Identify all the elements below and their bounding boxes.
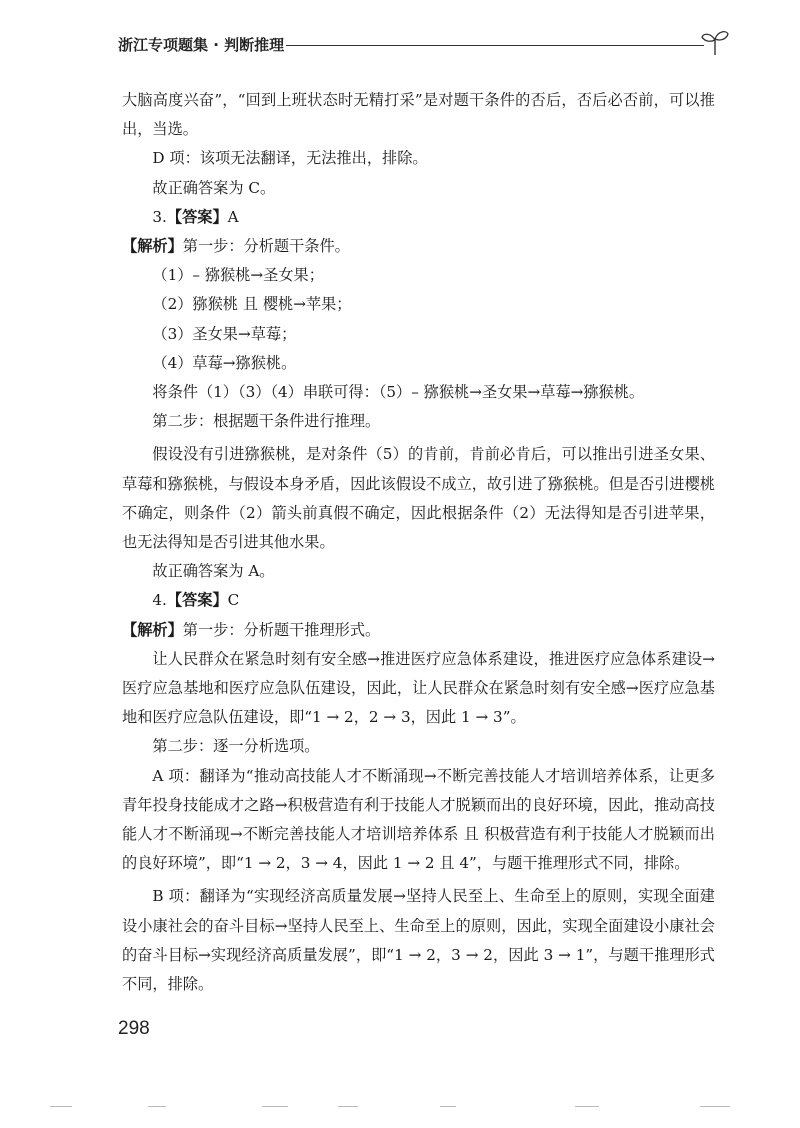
q3-chain: 将条件（1）（3）（4）串联可得：（5）– 猕猴桃→圣女果→草莓→猕猴桃。 — [152, 383, 645, 402]
header-title: 浙江专项题集 · 判断推理 — [118, 36, 285, 54]
option-d-text: D 项：该项无法翻译，无法推出，排除。 — [152, 149, 428, 168]
header-divider — [286, 45, 704, 46]
running-header — [118, 28, 730, 58]
q3-condition-3: （3）圣女果→草莓； — [152, 324, 297, 343]
q4-answer-label: 【答案】 — [166, 591, 228, 610]
q3-step2: 第二步：根据题干条件进行推理。 — [152, 412, 381, 431]
q4-answer: C — [227, 591, 240, 610]
q3-condition-1: （1）– 猕猴桃→圣女果； — [152, 266, 324, 285]
q3-answer-label: 【答案】 — [166, 207, 228, 226]
q3-condition-2: （2）猕猴桃 且 樱桃→苹果； — [152, 295, 352, 314]
page-content — [122, 86, 715, 999]
q3-analysis-label: 【解析】 — [122, 237, 183, 256]
answer-conclusion: 故正确答案为 C。 — [152, 178, 276, 197]
page-number: 298 — [118, 1018, 150, 1039]
q4-step2: 第二步：逐一分析选项。 — [152, 737, 320, 756]
sprout-icon — [700, 28, 730, 56]
q3-analysis-line — [122, 232, 715, 261]
q3-condition-4: （4）草莓→猕猴桃。 — [152, 353, 297, 372]
q3-answer-line — [122, 203, 715, 232]
q3-reasoning: 假设没有引进猕猴桃，是对条件（5）的肯前，肯前必肯后，可以推出引进圣女果、草莓和猕猴桃，与假设本身矛盾，因此该假设不成立，故引进了猕猴桃。但是否引进樱桃不确定，则条件（2）箭头前真假不确定，因此根据条件（2）无法得知是否引进苹果，也无法得知是否引进其他水果。 — [122, 445, 715, 552]
q4-step1: 第一步：分析题干推理形式。 — [182, 620, 381, 639]
q4-analysis-line — [122, 616, 715, 645]
q4-number: 4. — [152, 591, 167, 610]
scan-edge-marks — [0, 1106, 800, 1116]
q4-answer-line — [122, 586, 715, 615]
q4-stem: 让人民群众在紧急时刻有安全感→推进医疗应急体系建设，推进医疗应急体系建设→医疗应急基地和医疗应急队伍建设，因此，让人民群众在紧急时刻有安全感→医疗应急基地和医疗应急队伍建设，即“1 → 2，2 → 3，因此 1 → 3”。 — [122, 649, 715, 727]
q3-number: 3. — [152, 207, 167, 226]
q4-analysis-label: 【解析】 — [122, 620, 183, 639]
q3-answer: A — [227, 207, 239, 226]
continued-paragraph: 大脑高度兴奋”，“回到上班状态时无精打采”是对题干条件的否后，否后必否前，可以推出，当选。 — [122, 91, 715, 139]
q4-option-b: B 项：翻译为“实现经济高质量发展→坚持人民至上、生命至上的原则，实现全面建设小康社会的奋斗目标→坚持人民至上、生命至上的原则，因此，实现全面建设小康社会的奋斗目标→实现经济高质量发展”，即“1 → 2，3 → 2，因此 3 → 1”，与题干推理形式不同，排除。 — [122, 887, 715, 994]
q4-option-a: A 项：翻译为“推动高技能人才不断涌现→不断完善技能人才培训培养体系，让更多青年投身技能成才之路→积极营造有利于技能人才脱颖而出的良好环境，因此，推动高技能人才不断涌现→不断完善技能人才培训培养体系 且 积极营造有利于技能人才脱颖而出的良好环境”，即“1 → 2，3 → 4，因此 1 → 2 且 4”，与题干推理形式不同，排除。 — [122, 766, 715, 873]
answer-conclusion: 故正确答案为 A。 — [152, 562, 275, 581]
q3-step1: 第一步：分析题干条件。 — [182, 237, 350, 256]
